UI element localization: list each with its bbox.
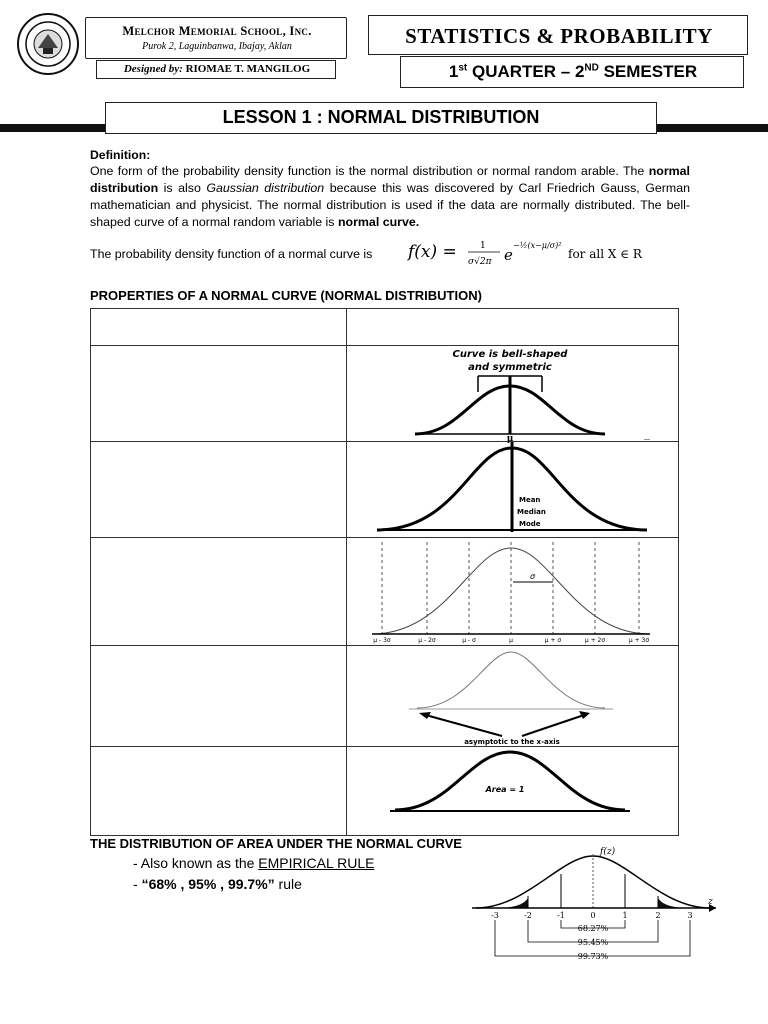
fig4-label: asymptotic to the x-axis — [464, 738, 560, 746]
quarter-box — [400, 56, 744, 88]
designer-credit — [97, 63, 337, 75]
pdf-intro: The probability density function of a normal curve is — [90, 247, 373, 261]
empirical-line-1-prefix: - Also known as the — [133, 855, 259, 871]
svg-text:μ - 2σ: μ - 2σ — [418, 637, 436, 644]
figure-mean-median-mode — [347, 430, 679, 536]
definition-text — [90, 163, 690, 231]
figure-bell-shaped — [370, 346, 650, 440]
fig4-curve — [417, 652, 605, 708]
empirical-z-label: z — [708, 897, 713, 907]
fig2-mean: Mean — [519, 496, 541, 504]
svg-text:μ - σ: μ - σ — [462, 637, 476, 644]
figure-standard-deviations — [347, 538, 679, 644]
designer-box — [96, 60, 336, 79]
fig2-mu: μ — [506, 434, 514, 444]
designer-label: Designed by: — [123, 63, 183, 75]
svg-text:μ - 3σ: μ - 3σ — [373, 637, 391, 644]
school-address: Purok 2, Laguinbanwa, Ibajay, Aklan — [142, 41, 292, 52]
quarter-word: QUARTER – 2 — [471, 62, 585, 81]
fig4-arrow-right — [522, 714, 587, 736]
empirical-rule-term: EMPIRICAL RULE — [258, 855, 375, 871]
def-bold-2: normal curve. — [337, 215, 420, 229]
semester-word: SEMESTER — [603, 62, 698, 81]
designer-name: RIOMAE T. MANGILOG — [185, 63, 311, 75]
pdf-formula-line — [90, 240, 690, 270]
subject-title: STATISTICS & PROBABILITY — [405, 24, 713, 48]
svg-text:-1: -1 — [557, 911, 565, 920]
empirical-line-2 — [133, 876, 302, 892]
fig2-mode: Mode — [519, 520, 541, 528]
empirical-fz: f(z) — [600, 847, 616, 857]
svg-text:1: 1 — [480, 241, 486, 251]
quarter-suffix: st — [458, 62, 468, 74]
pdf-formula — [406, 236, 586, 272]
svg-text:μ: μ — [509, 637, 513, 644]
school-name: Melchor Memorial School, Inc. — [122, 24, 312, 38]
svg-text:-3: -3 — [491, 911, 499, 920]
empirical-title: THE DISTRIBUTION OF AREA UNDER THE NORMAL CURVE — [90, 836, 462, 851]
svg-text:2: 2 — [655, 911, 661, 920]
fig1-label-2: and symmetric — [468, 362, 552, 373]
quarter-number: 1 — [448, 62, 459, 81]
school-seal-logo — [16, 12, 80, 76]
fig3-sigma: σ — [530, 572, 536, 581]
empirical-ticks — [491, 911, 692, 920]
figure-empirical-rule — [466, 842, 722, 964]
def-italic: Gaussian distribution — [206, 181, 325, 195]
definition-heading: Definition: — [90, 148, 151, 162]
empirical-pct-99: 99.73% — [577, 952, 609, 961]
table-row-divider — [90, 746, 679, 747]
empirical-pct-68: 68.27% — [577, 924, 609, 933]
properties-title: PROPERTIES OF A NORMAL CURVE (NORMAL DISTRIBUTION) — [90, 288, 482, 303]
svg-text:μ + 3σ: μ + 3σ — [628, 637, 650, 644]
school-info-box — [85, 17, 347, 59]
svg-text:μ + 2σ: μ + 2σ — [584, 637, 606, 644]
svg-text:μ + σ: μ + σ — [544, 637, 562, 644]
svg-text:1: 1 — [622, 911, 628, 920]
svg-text:3: 3 — [687, 911, 693, 920]
semester-suffix: ND — [584, 62, 599, 74]
fig1-label-1: Curve is bell-shaped — [452, 349, 568, 360]
figure-asymptotic — [347, 646, 679, 746]
lesson-title: LESSON 1 : NORMAL DISTRIBUTION — [222, 107, 540, 127]
lesson-title-box — [105, 102, 657, 134]
pdf-tail: for all X ∈ R — [568, 247, 642, 261]
svg-text:f(x) =: f(x) = — [408, 242, 457, 262]
figure-area-one — [380, 748, 640, 816]
empirical-percentages: “68% , 95% , 99.7%” — [141, 876, 275, 892]
fig3-tick-labels — [373, 637, 649, 644]
def-text-2: is also — [158, 181, 207, 195]
def-text-3: because this was discovered by Carl Friedrich Gauss, German mathematician and physicist. The normal distribution is used if the data are normally distributed. The bell-shaped curve of a normal random variable is — [90, 181, 690, 229]
def-text-1: One form of the probability density function is the normal distribution or normal random arable. The — [90, 164, 649, 178]
fig4-arrow-left — [422, 714, 502, 736]
svg-text:−½(x−μ/σ)²: −½(x−μ/σ)² — [513, 241, 562, 250]
svg-text:σ√2π: σ√2π — [468, 257, 492, 267]
subject-box — [368, 15, 748, 55]
fig5-label: Area = 1 — [485, 785, 525, 794]
quarter-semester — [401, 62, 745, 82]
svg-text:-2: -2 — [524, 911, 532, 920]
svg-text:e: e — [504, 246, 513, 264]
fig5-curve — [395, 752, 625, 810]
svg-text:0: 0 — [590, 911, 596, 920]
empirical-pct-95: 95.45% — [577, 938, 609, 947]
empirical-line-2-prefix: - — [133, 876, 142, 892]
fig2-median: Median — [517, 508, 546, 516]
empirical-line-1 — [133, 855, 374, 871]
def-bold-1: normal distribution — [90, 164, 690, 195]
empirical-line-2-suffix: rule — [274, 876, 302, 892]
